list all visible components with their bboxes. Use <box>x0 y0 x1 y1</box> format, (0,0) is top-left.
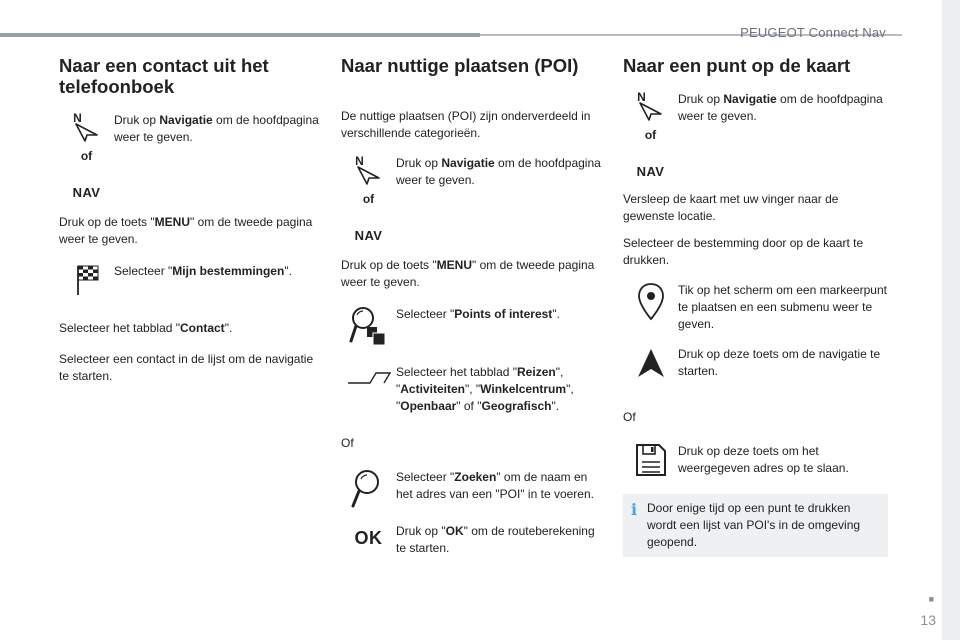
save-icon <box>634 442 668 478</box>
step-search <box>341 468 606 510</box>
step-text: Selecteer "Points of interest". <box>396 307 560 321</box>
info-note <box>623 494 888 557</box>
icon-cell <box>341 522 396 557</box>
tab-icon <box>346 363 392 389</box>
step-text: Druk op Navigatie om de hoofdpagina weer te geven. <box>114 113 319 144</box>
step-points-of-interest <box>341 305 606 347</box>
or-text: Of <box>341 436 354 450</box>
north-label: N <box>73 111 82 125</box>
info-icon: i <box>631 500 638 519</box>
paragraph-intro: De nuttige plaatsen (POI) zijn onderverdeeld in verschillende categorieën. <box>341 109 591 140</box>
step-text: Druk op "OK" om de routeberekening te starten. <box>396 524 595 555</box>
navigation-icon-group <box>341 154 396 243</box>
section-title: Naar nuttige plaatsen (POI) <box>341 55 579 76</box>
step-navigation <box>623 90 888 179</box>
icon-cell <box>341 468 396 510</box>
section-map-point <box>623 55 888 557</box>
poi-search-icon <box>349 305 389 347</box>
nav-button-label: NAV <box>72 185 101 200</box>
icon-cell <box>341 363 396 415</box>
search-icon <box>349 468 389 510</box>
step-text: Druk op deze toets om het weergegeven adres op te slaan. <box>678 444 849 475</box>
page-number: 13 <box>920 612 936 628</box>
north-label: N <box>355 154 364 168</box>
page-mark: ■ <box>928 594 934 604</box>
paragraph-menu: Druk op de toets "MENU" om de tweede pagina weer te geven. <box>59 215 313 246</box>
info-text: Door enige tijd op een punt te drukken wordt een lijst van POI's in de omgeving geopend. <box>647 501 861 549</box>
top-rule <box>0 33 480 37</box>
checkered-flag-icon <box>72 262 102 296</box>
navigation-arrow-icon <box>355 164 383 186</box>
north-label: N <box>637 90 646 104</box>
nav-button-label: NAV <box>636 164 665 179</box>
or-text: Of <box>623 410 636 424</box>
icon-cell <box>623 345 678 381</box>
nav-button-label: NAV <box>354 228 383 243</box>
step-text: Selecteer het tabblad "Reizen", "Activiteiten", "Winkelcentrum", "Openbaar" of "Geografisch". <box>396 365 574 413</box>
or-label: of <box>80 149 93 163</box>
icon-cell <box>623 442 678 478</box>
paragraph-drag-map: Versleep de kaart met uw vinger naar de gewenste locatie. <box>623 192 839 223</box>
icon-cell <box>59 262 114 296</box>
step-text: Selecteer "Zoeken" om de naam en het adres van een "POI" in te voeren. <box>396 470 594 501</box>
ok-button-label: OK <box>354 528 383 548</box>
navigation-icon-group <box>59 111 114 200</box>
navigation-start-icon <box>635 345 667 381</box>
or-label: of <box>644 128 657 142</box>
section-poi <box>341 55 606 571</box>
step-marker <box>623 281 888 333</box>
running-header: PEUGEOT Connect Nav <box>740 25 886 40</box>
step-start-navigation <box>623 345 888 381</box>
section-title: Naar een contact uit het telefoonboek <box>59 55 269 97</box>
paragraph-select-destination: Selecteer de bestemming door op de kaart te drukken. <box>623 236 864 267</box>
icon-cell <box>623 281 678 333</box>
step-ok <box>341 522 606 557</box>
paragraph-menu: Druk op de toets "MENU" om de tweede pagina weer te geven. <box>341 258 595 289</box>
step-select-tab <box>341 363 606 415</box>
step-text: Druk op deze toets om de navigatie te starten. <box>678 347 881 378</box>
step-text: Druk op Navigatie om de hoofdpagina weer te geven. <box>396 156 601 187</box>
step-my-destinations <box>59 262 321 296</box>
section-contact <box>59 55 321 399</box>
step-save-address <box>623 442 888 478</box>
step-navigation <box>59 111 321 200</box>
step-text: Tik op het scherm om een markeerpunt te plaatsen en een submenu weer te geven. <box>678 283 887 331</box>
or-label: of <box>362 192 375 206</box>
paragraph-contact-tab: Selecteer het tabblad "Contact". <box>59 321 233 335</box>
step-text: Selecteer "Mijn bestemmingen". <box>114 264 292 278</box>
section-title: Naar een punt op de kaart <box>623 55 851 76</box>
step-text: Druk op Navigatie om de hoofdpagina weer te geven. <box>678 92 883 123</box>
paragraph-select-contact: Selecteer een contact in de lijst om de navigatie te starten. <box>59 352 314 383</box>
icon-cell <box>341 305 396 347</box>
navigation-arrow-icon <box>637 100 665 122</box>
map-pin-icon <box>636 281 666 323</box>
side-strip <box>942 0 960 640</box>
navigation-arrow-icon <box>73 121 101 143</box>
step-navigation <box>341 154 606 243</box>
navigation-icon-group <box>623 90 678 179</box>
